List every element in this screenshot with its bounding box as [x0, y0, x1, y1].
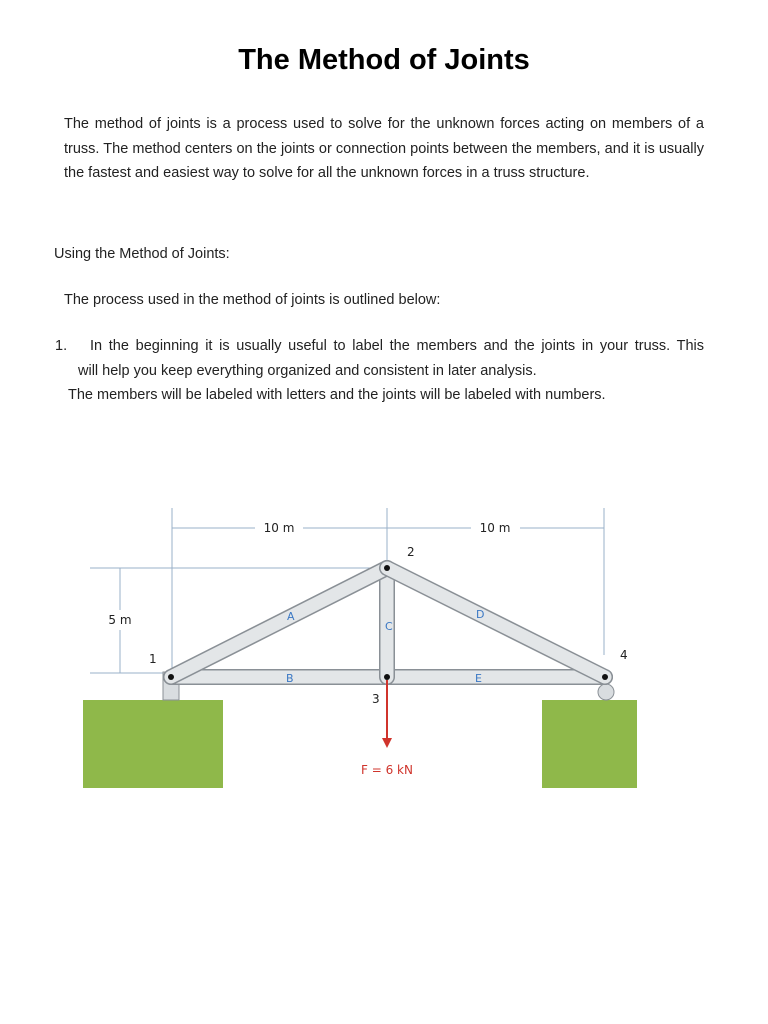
- left-ground: [83, 700, 223, 788]
- member-e-label: E: [475, 672, 482, 685]
- joint-4-label: 4: [620, 648, 628, 662]
- step-text-line-3: The members will be labeled with letters and the joints will be labeled with numbers.: [68, 387, 606, 403]
- force-label: F = 6 kN: [361, 763, 413, 777]
- step-number: 1.: [55, 338, 68, 354]
- force-arrow-head: [382, 738, 392, 748]
- member-b-label: B: [286, 672, 294, 685]
- member-a-label: A: [287, 610, 295, 623]
- page-title: The Method of Joints: [238, 44, 530, 76]
- joint-3-label: 3: [372, 692, 380, 706]
- step-text-line-1: In the beginning it is usually useful to label the members and the joints in your truss. This: [90, 338, 704, 354]
- section-heading: Using the Method of Joints:: [54, 246, 230, 262]
- member-d-label: D: [476, 608, 485, 621]
- truss-figure: [75, 490, 695, 810]
- process-line: The process used in the method of joints is outlined below:: [64, 292, 441, 308]
- member-c-label: C: [385, 620, 393, 633]
- right-ground: [542, 700, 637, 788]
- joint-1-label: 1: [149, 652, 157, 666]
- joint-2-label: 2: [407, 545, 415, 559]
- truss-diagram: [75, 490, 695, 810]
- step-text-line-2: will help you keep everything organized and consistent in later analysis.: [78, 362, 537, 379]
- dim-height-label: 5 m: [108, 613, 132, 627]
- intro-paragraph: The method of joints is a process used to solve for the unknown forces acting on members of a truss. The method centers on the joints or connection points between the members, and it is usually the fastest and easiest way to solve for all the unknown forces in a truss structure.: [64, 116, 704, 181]
- dim-left-label: 10 m: [263, 521, 295, 535]
- dim-right-label: 10 m: [479, 521, 511, 535]
- roller-support: [598, 684, 614, 700]
